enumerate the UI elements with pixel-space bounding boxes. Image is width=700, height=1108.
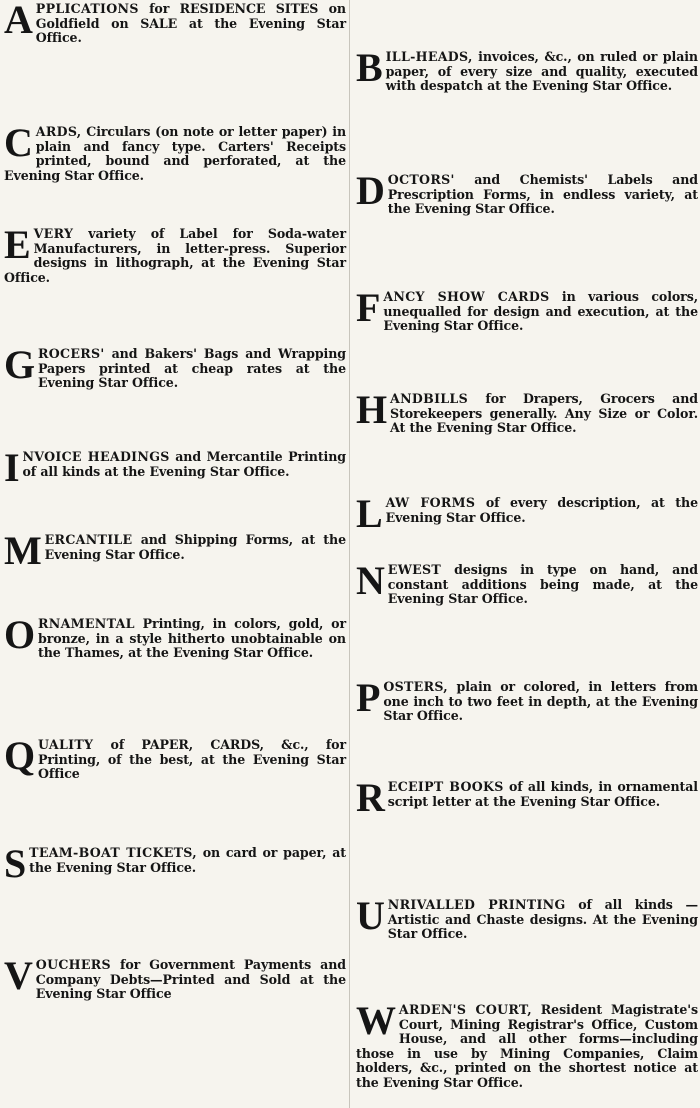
drop-initial: C [4, 120, 33, 165]
drop-initial: E [4, 222, 31, 267]
advert-grocers [4, 342, 346, 391]
advert-newest [356, 558, 698, 607]
drop-initial: B [356, 45, 383, 90]
drop-initial: F [356, 285, 381, 330]
advert-steam-boat-tickets [4, 841, 346, 886]
drop-initial: I [4, 445, 20, 490]
advert-handbills [356, 387, 698, 436]
advert-quality [4, 733, 346, 782]
advert-unrivalled-printing [356, 893, 698, 942]
advert-body: and Mercantile Printing of all kinds at the Evening Star Office. [22, 449, 346, 479]
advert-body: in various colors, unequalled for design and execution, at the Evening Star Office. [383, 289, 698, 334]
drop-initial: S [4, 841, 27, 886]
advert-lead: ERCANTILE [44, 532, 133, 547]
advert-vouchers [4, 953, 346, 1002]
advert-lead: UALITY [38, 737, 94, 752]
advert-body: invoices, &c., on ruled or plain paper, of every size and quality, executed with despatch at the Evening Star Office. [385, 49, 698, 94]
advert-body: variety of Label for Soda-water Manufacturers, in letter-press. Superior designs in lithograph, at the Evening Star Office. [4, 226, 346, 285]
advert-lead: OCTORS' [387, 172, 455, 187]
drop-initial: N [356, 558, 385, 603]
advert-invoice-headings [4, 445, 346, 490]
advert-body: on card or paper, at the Evening Star Office. [29, 845, 346, 875]
advert-body: and Chemists' Labels and Prescription Forms, in endless variety, at the Evening Star Office. [387, 172, 698, 217]
advert-lead: ILL-HEADS, [385, 49, 473, 64]
drop-initial: P [356, 675, 381, 720]
drop-initial: V [4, 953, 33, 998]
drop-initial: D [356, 168, 385, 213]
advert-body: and Bakers' Bags and Wrapping Papers printed at cheap rates at the Evening Star Office. [38, 346, 346, 391]
advert-body: plain or colored, in letters from one inch to two feet in depth, at the Evening Star Office. [383, 679, 698, 724]
drop-initial: L [356, 491, 383, 536]
advert-body: Resident Magistrate's Court, Mining Registrar's Office, Custom House, and all other forms—including those in use by Mining Companies, Claim holders, &c., printed on the shortest notice at the Evening Star Office. [356, 1002, 698, 1090]
advert-body: designs in type on hand, and constant additions being made, at the Evening Star Office. [387, 562, 698, 607]
advert-body: Printing, in colors, gold, or bronze, in a style hitherto unobtainable on the Thames, at the Evening Star Office. [38, 616, 346, 661]
advert-body: for Drapers, Grocers and Storekeepers generally. Any Size or Color. At the Evening Star Office. [390, 391, 698, 436]
advert-mercantile [4, 528, 346, 573]
advert-lead: ECEIPT BOOKS [387, 779, 504, 794]
drop-initial: O [4, 612, 36, 657]
advert-applications [4, 2, 346, 46]
advert-lead: OUCHERS [35, 957, 111, 972]
advert-body: for RESIDENCE SITES on Goldfield on SALE at the Evening Star Office. [35, 1, 346, 46]
column-rule [349, 0, 350, 1108]
advert-lead: VERY [33, 226, 74, 241]
advert-lead: AW FORMS [385, 495, 476, 510]
advert-posters [356, 675, 698, 724]
advert-law-forms [356, 491, 698, 536]
drop-initial: H [356, 387, 388, 432]
drop-initial: G [4, 342, 36, 387]
advert-body: of PAPER, CARDS, &c., for Printing, of the best, at the Evening Star Office [38, 737, 346, 782]
drop-initial: Q [4, 733, 36, 778]
advert-body: of all kinds —Artistic and Chaste designs. At the Evening Star Office. [387, 897, 698, 942]
advert-body: of every description, at the Evening Star Office. [385, 495, 698, 525]
advert-doctors [356, 168, 698, 217]
advert-lead: NVOICE HEADINGS [22, 449, 170, 464]
advert-body: of all kinds, in ornamental script letter at the Evening Star Office. [387, 779, 698, 809]
advert-every-variety [4, 222, 346, 285]
advert-lead: ANCY SHOW CARDS [383, 289, 550, 304]
drop-initial: M [4, 528, 42, 573]
advert-ornamental [4, 612, 346, 661]
advert-lead: OSTERS, [383, 679, 448, 694]
advert-body: for Government Payments and Company Debts—Printed and Sold at the Evening Star Office [35, 957, 346, 1002]
advert-bill-heads [356, 45, 698, 94]
advert-lead: ANDBILLS [390, 391, 468, 406]
advert-receipt-books [356, 775, 698, 820]
advert-lead: TEAM-BOAT TICKETS, [29, 845, 197, 860]
advert-lead: ARDEN'S COURT, [398, 1002, 532, 1017]
advert-wardens-court [356, 998, 698, 1091]
drop-initial: R [356, 775, 385, 820]
drop-initial: A [4, 0, 33, 42]
advert-lead: NRIVALLED PRINTING [387, 897, 566, 912]
advert-body: and Shipping Forms, at the Evening Star Office. [44, 532, 346, 562]
advert-lead: EWEST [387, 562, 442, 577]
advert-body: Circulars (on note or letter paper) in plain and fancy type. Carters' Receipts printed, bound and perforated, at the Evening Star Office. [4, 124, 346, 183]
advert-lead: ROCERS' [38, 346, 105, 361]
drop-initial: U [356, 893, 385, 938]
advert-cards [4, 120, 346, 183]
advert-lead: PPLICATIONS [35, 1, 139, 16]
advert-lead: RNAMENTAL [38, 616, 135, 631]
advert-fancy-show-cards [356, 285, 698, 334]
drop-initial: W [356, 998, 396, 1043]
advert-lead: ARDS, [35, 124, 82, 139]
